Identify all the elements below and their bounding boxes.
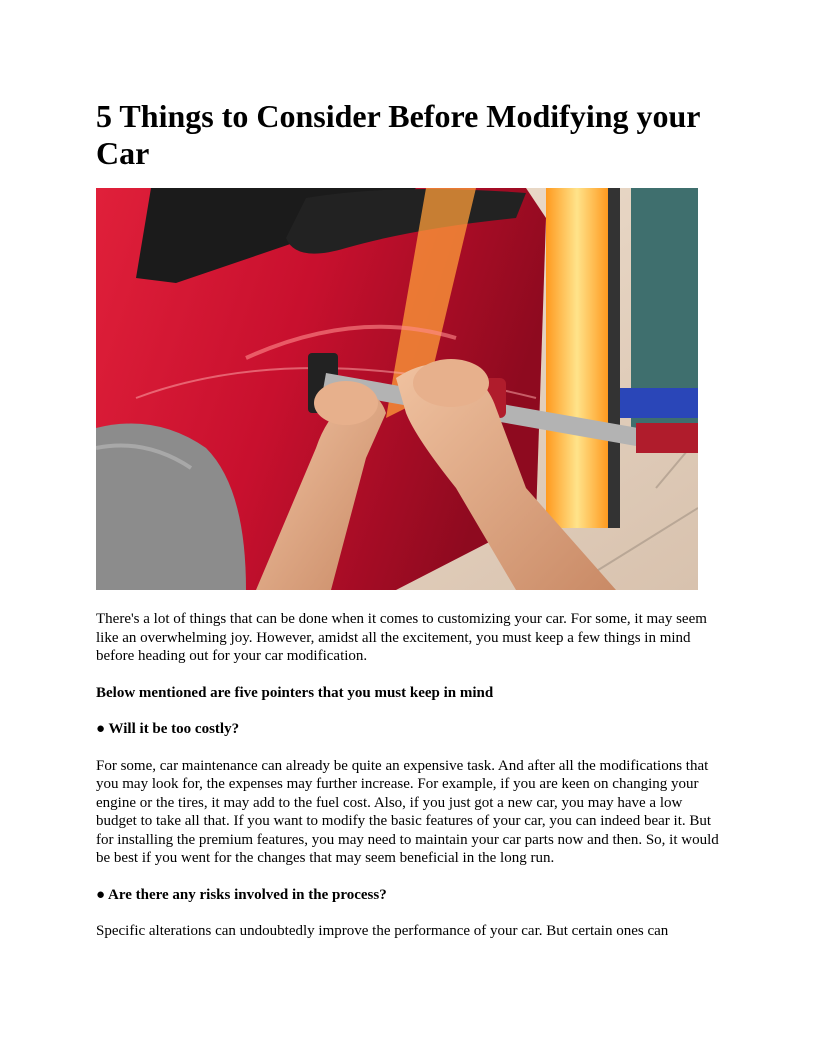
section-2-question: ● Are there any risks involved in the process? <box>96 886 387 903</box>
intro-paragraph: There's a lot of things that can be done when it comes to customizing your car. For some, it may seem like an overwhelming joy. However, amidst all the excitement, you must keep a few things in mind before heading out for your car modification. <box>96 611 707 664</box>
section-1-answer: For some, car maintenance can already be quite an expensive task. And after all the modifications that you may look for, the expenses may further increase. For example, if you are keen on changing your engine or the tires, it may add to the fuel cost. Also, if you just got a new car, you may have a low budget to take all that. If you want to modify the basic features of your car, you can indeed bear it. But for installing the premium features, you may need to maintain your car parts now and then. So, it would be best if you went for the changes that may seem beneficial in the long run. <box>96 757 719 866</box>
car-door-dent-repair-photo <box>96 188 698 590</box>
document-page <box>96 98 720 941</box>
section-1-question: ● Will it be too costly? <box>96 721 240 737</box>
page-title: 5 Things to Consider Before Modifying your Car <box>96 98 700 171</box>
lead-heading: Below mentioned are five pointers that you must keep in mind <box>96 684 494 701</box>
hero-image <box>96 188 698 590</box>
section-2-answer: Specific alterations can undoubtedly improve the performance of your car. But certain ones can <box>96 923 669 939</box>
